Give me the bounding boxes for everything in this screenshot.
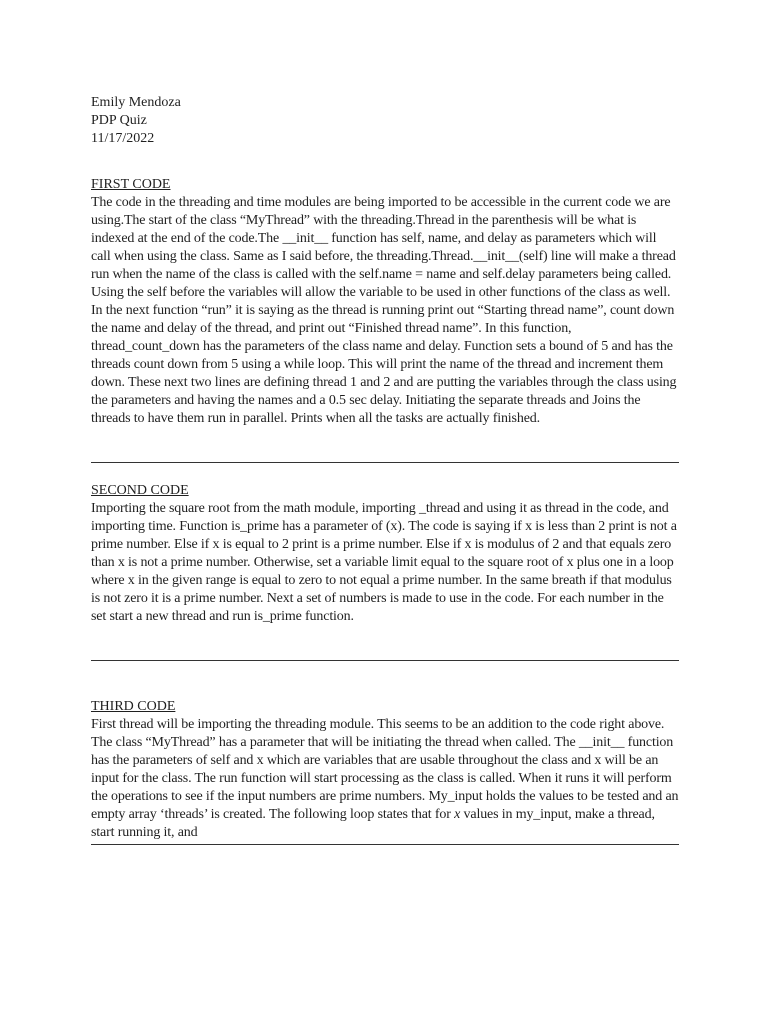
body-italic-variable: x (454, 807, 461, 822)
section-heading: THIRD CODE (91, 699, 176, 714)
document-date: 11/17/2022 (91, 131, 155, 146)
section-divider (91, 462, 679, 463)
body-text-part: First thread will be importing the threading module. This seems to be an addition to the code right above. The class “MyThread” has a parameter that will be initiating the thread when called. The __init__ function has the parameters of self and x which are variables that are usable throughout the class and x will be an input for the class. The run function will start processing as the class is called. When it runs it will perform the operations to see if the input numbers are prime numbers. My_input holds the values to be tested and an empty array ‘threads’ is created. The following loop states that for (91, 717, 679, 822)
body-text-part: values in my_input, make a thread, start running it, and (91, 807, 655, 840)
section-divider (91, 660, 679, 661)
section-body (91, 716, 679, 844)
section-first-code (91, 176, 679, 428)
section-body: The code in the threading and time modules are being imported to be accessible in the current code we are using.The start of the class “MyThread” with the threading.Thread in the parenthesis will be what is indexed at the end of the code.The __init__ function has self, name, and delay as parameters which will call when using the class. Same as I said before, the threading.Thread.__init__(self) line will make a thread run when the name of the class is called with the self.name = name and self.delay parameters being called. Using the self before the variables will allow the variable to be used in other functions of the class as well. In the next function “run” it is saying as the thread is running print out “Starting thread name”, count down the name and delay of the thread, and print out “Finished thread name”. In this function, thread_count_down has the parameters of the class name and delay. Function sets a bound of 5 and has the threads count down from 5 using a while loop. This will print the name of the thread and increment them down. These next two lines are defining thread 1 and 2 and are putting the variables through the class using the parameters and having the names and a 0.5 sec delay. Initiating the separate threads and Joins the threads to have them run in parallel. Prints when all the tasks are actually finished. (91, 195, 677, 426)
document-header (91, 94, 679, 148)
section-second-code (91, 482, 679, 626)
author-name: Emily Mendoza (91, 95, 181, 110)
page-bottom-rule (91, 844, 679, 845)
section-heading: SECOND CODE (91, 483, 189, 498)
section-body: Importing the square root from the math module, importing _thread and using it as thread in the code, and importing time. Function is_prime has a parameter of (x). The code is saying if x is less than 2 print is not a prime number. Else if x is equal to 2 print is a prime number. Else if x is modulus of 2 and that equals zero than x is not a prime number. Otherwise, set a variable limit equal to the square root of x plus one in a loop where x in the given range is equal to zero to not equal a prime number. In the same breath if that modulus is not zero it is a prime number. Next a set of numbers is made to use in the code. For each number in the set start a new thread and run is_prime function. (91, 501, 677, 624)
course-title: PDP Quiz (91, 113, 147, 128)
section-heading: FIRST CODE (91, 177, 171, 192)
section-third-code (91, 698, 679, 844)
document-page (91, 94, 679, 845)
